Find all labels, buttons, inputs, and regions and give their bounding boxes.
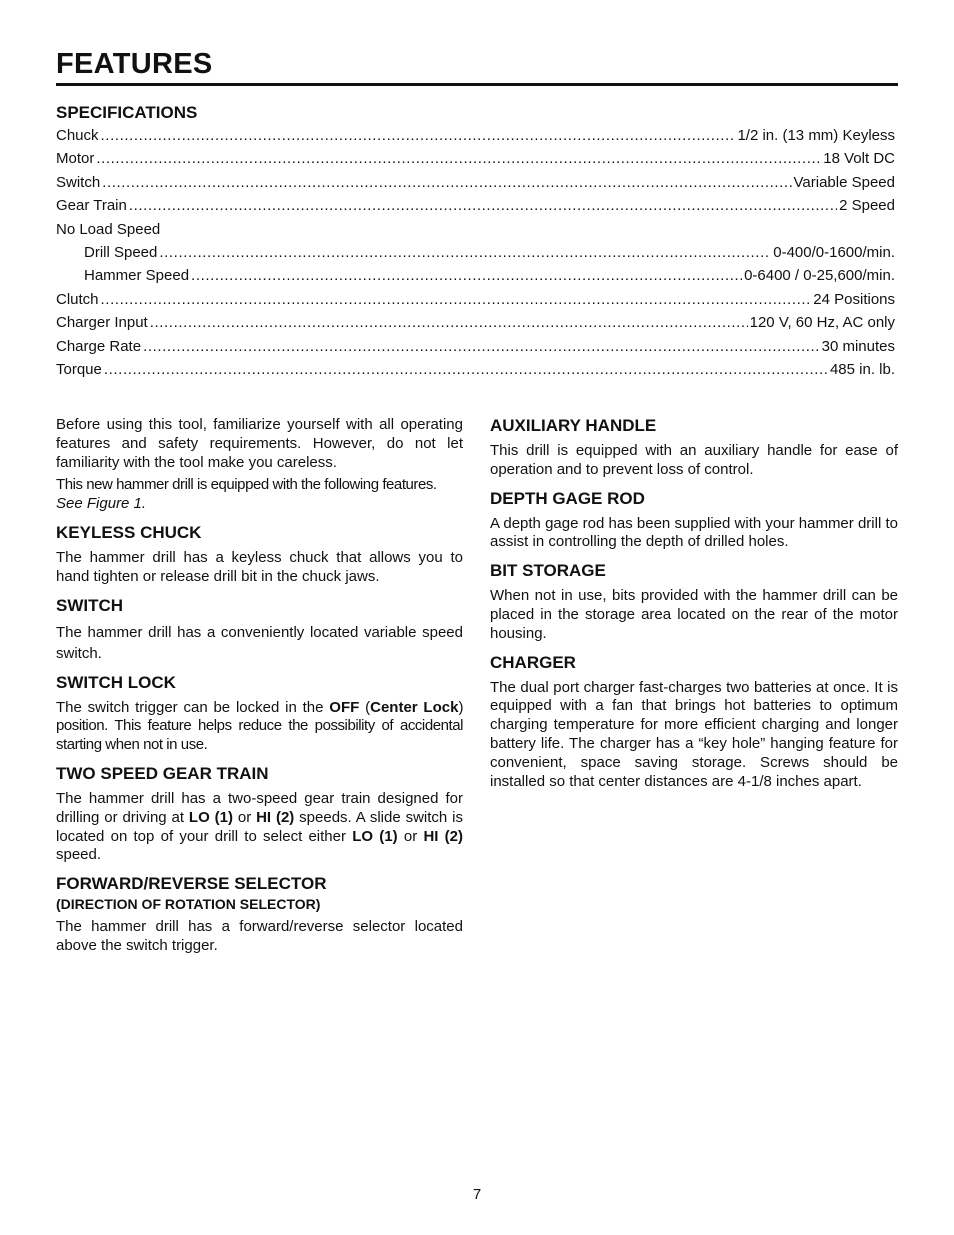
lo-label: LO (1) bbox=[188, 808, 233, 826]
intro-paragraph-features bbox=[56, 476, 463, 514]
spec-label: Motor bbox=[56, 150, 95, 168]
lo-label: LO (1) bbox=[352, 827, 398, 845]
spec-label: Hammer Speed bbox=[84, 267, 190, 285]
two-speed-heading: TWO SPEED GEAR TRAIN bbox=[56, 763, 269, 783]
forward-reverse-subheading: (DIRECTION OF ROTATION SELECTOR) bbox=[56, 896, 321, 913]
hi-label: HI (2) bbox=[256, 808, 295, 826]
leader-dots bbox=[129, 197, 837, 214]
text-run: ( bbox=[359, 698, 371, 716]
spec-label: Gear Train bbox=[56, 197, 127, 215]
spec-row-gear-train bbox=[56, 197, 895, 220]
spec-label: Drill Speed bbox=[84, 243, 158, 261]
hi-label: HI (2) bbox=[423, 827, 463, 845]
bit-storage-heading: BIT STORAGE bbox=[490, 561, 606, 581]
spec-value: 0-6400 / 0-25,600/min. bbox=[744, 267, 895, 285]
spec-row-drill-speed bbox=[56, 244, 895, 267]
text-run: speeds. A slide switch is located on top of your drill to select either bbox=[56, 808, 463, 845]
spec-value: 18 Volt DC bbox=[823, 150, 895, 168]
depth-gage-heading: DEPTH GAGE ROD bbox=[490, 488, 645, 508]
spec-row-charge-rate bbox=[56, 338, 895, 361]
page-title: FEATURES bbox=[56, 48, 213, 80]
specifications-heading: SPECIFICATIONS bbox=[56, 103, 198, 122]
title-rule bbox=[56, 83, 898, 86]
spec-label: Chuck bbox=[56, 127, 99, 144]
spec-value: 1/2 in. (13 mm) Keyless bbox=[737, 127, 895, 144]
spec-value: 24 Positions bbox=[813, 290, 895, 308]
figure-reference: See Figure 1. bbox=[56, 495, 147, 513]
forward-reverse-text: The hammer drill has a forward/reverse selector located above the switch trigger. bbox=[56, 918, 463, 954]
intro-paragraph: Before using this tool, familiarize yourself with all operating features and safety requirements. However, do not let familiarity with the tool make you careless. bbox=[56, 416, 463, 471]
spec-label: Charger Input bbox=[56, 314, 148, 332]
text-run: or bbox=[397, 827, 424, 845]
charger-heading: CHARGER bbox=[490, 652, 576, 672]
spec-value: 2 Speed bbox=[839, 197, 895, 215]
switch-lock-text bbox=[56, 699, 463, 755]
spec-label: No Load Speed bbox=[56, 220, 161, 238]
leader-dots bbox=[104, 361, 828, 378]
charger-text: The dual port charger fast-charges two batteries at once. It is equipped with a fan that brings hot batteries to optimum charging temperature for more efficient charging and longer battery life. The charger has a “key hole” hanging feature for convenient, space saving storage. Screws should be installed so that center distances are 4-1/8 inches apart. bbox=[490, 678, 898, 790]
leader-dots bbox=[150, 314, 748, 331]
switch-text: The hammer drill has a conveniently located variable speed switch. bbox=[56, 623, 463, 662]
left-column bbox=[56, 416, 463, 960]
keyless-chuck-text: The hammer drill has a keyless chuck that allows you to hand tighten or release drill bit in the chuck jaws. bbox=[56, 548, 463, 585]
text-run: speed. bbox=[56, 846, 102, 864]
center-lock-label: Center Lock bbox=[370, 698, 459, 716]
leader-dots bbox=[159, 244, 771, 261]
spec-row-torque bbox=[56, 361, 895, 384]
text-run: or bbox=[232, 808, 257, 826]
spec-value: Variable Speed bbox=[793, 173, 895, 191]
depth-gage-text: A depth gage rod has been supplied with your hammer drill to assist in controlling the depth of drilled holes. bbox=[490, 514, 898, 551]
specifications-table bbox=[56, 127, 895, 384]
bit-storage-text: When not in use, bits provided with the hammer drill can be placed in the storage area located on the rear of the motor housing. bbox=[490, 587, 898, 642]
spec-row-charger-input bbox=[56, 314, 895, 337]
spec-label: Switch bbox=[56, 173, 101, 191]
spec-value: 30 minutes bbox=[821, 337, 895, 355]
leader-dots bbox=[143, 338, 820, 355]
leader-dots bbox=[96, 150, 821, 167]
page-number: 7 bbox=[472, 1186, 482, 1203]
spec-value: 485 in. lb. bbox=[829, 360, 895, 378]
spec-value: 120 V, 60 Hz, AC only bbox=[749, 314, 895, 332]
auxiliary-handle-text: This drill is equipped with an auxiliary handle for ease of operation and to prevent loss of control. bbox=[490, 442, 898, 478]
spec-row-motor bbox=[56, 150, 895, 173]
spec-row-switch bbox=[56, 174, 895, 197]
spec-row-chuck bbox=[56, 127, 895, 150]
leader-dots bbox=[101, 127, 736, 144]
text-run: The hammer drill has a two-speed gear train designed for drilling or driving at bbox=[56, 789, 463, 826]
leader-dots bbox=[102, 174, 791, 191]
text-run: ) position. This feature helps reduce the possibility of accidental starting when not in use. bbox=[56, 698, 463, 754]
right-column bbox=[490, 416, 898, 795]
leader-dots bbox=[101, 291, 812, 308]
two-speed-text bbox=[56, 790, 463, 865]
switch-lock-heading: SWITCH LOCK bbox=[56, 672, 176, 692]
spec-row-hammer-speed bbox=[56, 267, 895, 290]
switch-heading: SWITCH bbox=[56, 595, 124, 615]
forward-reverse-heading: FORWARD/REVERSE SELECTOR bbox=[56, 874, 327, 894]
text-run: The switch trigger can be locked in the bbox=[56, 698, 330, 716]
keyless-chuck-heading: KEYLESS CHUCK bbox=[56, 522, 202, 542]
spec-label: Charge Rate bbox=[56, 337, 142, 355]
spec-label: Torque bbox=[56, 360, 102, 378]
spec-label: Clutch bbox=[56, 290, 99, 308]
spec-row-no-load-speed bbox=[56, 221, 895, 244]
spec-value: 0-400/0-1600/min. bbox=[773, 243, 895, 261]
intro-features-text: This new hammer drill is equipped with the following features. bbox=[56, 476, 437, 494]
leader-dots bbox=[191, 267, 742, 284]
spec-row-clutch bbox=[56, 291, 895, 314]
off-label: OFF bbox=[329, 698, 360, 716]
auxiliary-handle-heading: AUXILIARY HANDLE bbox=[490, 416, 657, 435]
